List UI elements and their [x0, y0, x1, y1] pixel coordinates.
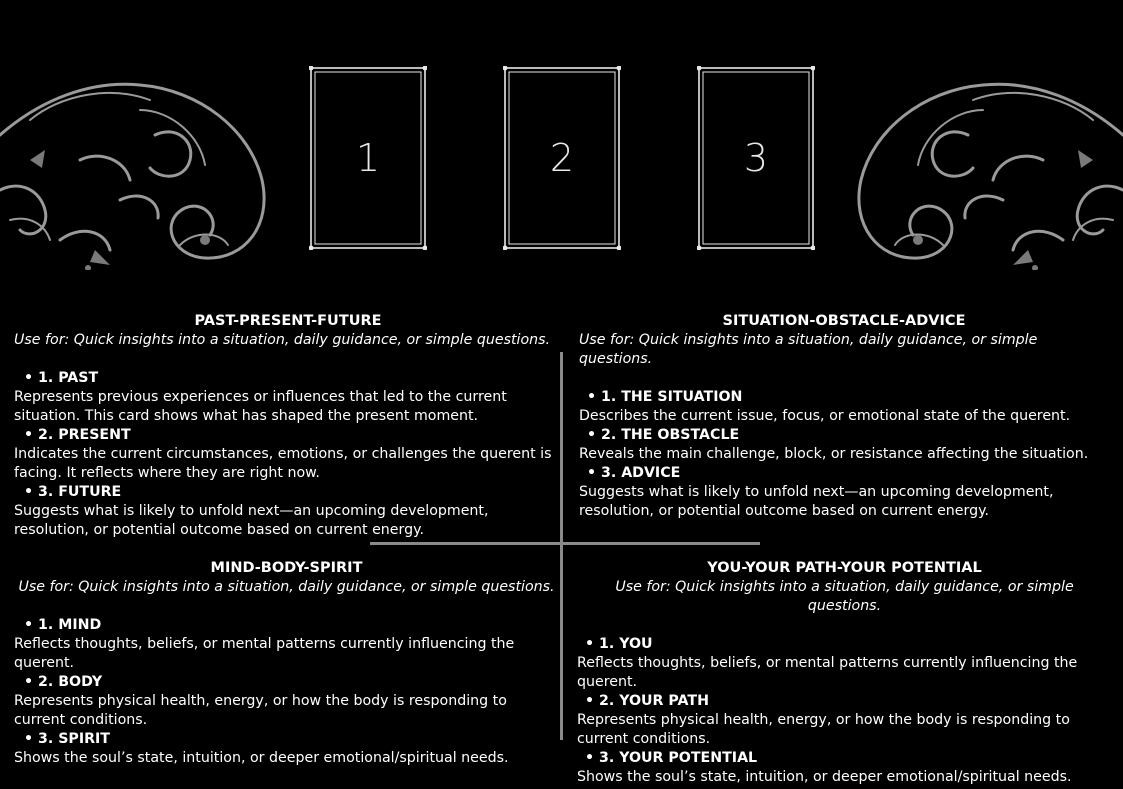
position-label: • 2. BODY [14, 673, 559, 692]
card-slot-1 [309, 66, 427, 250]
spread-past-present-future [14, 312, 559, 540]
position-description: Represents physical health, energy, or how the body is responding to current conditions. [577, 712, 1070, 747]
position-description: Suggests what is likely to unfold next—an upcoming development, resolution, or potential outcome based on current energy. [579, 484, 1054, 519]
position-label: • 2. PRESENT [14, 426, 559, 445]
spread-use-for: Use for: Quick insights into a situation, daily guidance, or simple questions. [14, 332, 551, 348]
horizontal-divider [370, 542, 760, 545]
position-description: Shows the soul’s state, intuition, or deeper emotional/spiritual needs. [14, 750, 509, 766]
position-description: Suggests what is likely to unfold next—an upcoming development, resolution, or potential outcome based on current energy. [14, 503, 489, 538]
position-label: • 1. THE SITUATION [579, 388, 1109, 407]
card-number: 1 [355, 136, 381, 180]
card-number: 3 [743, 136, 769, 180]
baroque-ornament-left-icon [0, 40, 290, 270]
position-description: Describes the current issue, focus, or emotional state of the querent. [579, 408, 1071, 424]
spread-title: PAST-PRESENT-FUTURE [194, 313, 382, 329]
position-label: • 1. PAST [14, 369, 559, 388]
position-label: • 3. YOUR POTENTIAL [577, 749, 1112, 768]
spread-title: MIND-BODY-SPIRIT [210, 560, 363, 576]
position-label: • 3. FUTURE [14, 483, 559, 502]
position-label: • 1. YOU [577, 635, 1112, 654]
position-label: • 3. SPIRIT [14, 730, 559, 749]
position-label: • 2. THE OBSTACLE [579, 426, 1109, 445]
card-slot-2 [503, 66, 621, 250]
position-description: Indicates the current circumstances, emotions, or challenges the querent is facing. It reflects where they are right now. [14, 446, 552, 481]
spread-situation-obstacle-advice [579, 312, 1109, 521]
position-label: • 2. YOUR PATH [577, 692, 1112, 711]
spread-title: YOU-YOUR PATH-YOUR POTENTIAL [707, 560, 982, 576]
card-slot-3 [697, 66, 815, 250]
spread-use-for: Use for: Quick insights into a situation, daily guidance, or simple questions. [579, 332, 1038, 367]
card-number: 2 [549, 136, 575, 180]
position-label: • 3. ADVICE [579, 464, 1109, 483]
vertical-divider [560, 352, 563, 740]
baroque-ornament-right-icon [833, 40, 1123, 270]
position-description: Shows the soul’s state, intuition, or deeper emotional/spiritual needs. [577, 769, 1072, 785]
position-description: Represents previous experiences or influences that led to the current situation. This card shows what has shaped the present moment. [14, 389, 507, 424]
position-description: Reveals the main challenge, block, or resistance affecting the situation. [579, 446, 1089, 462]
spread-mind-body-spirit [14, 559, 559, 768]
position-description: Reflects thoughts, beliefs, or mental patterns currently influencing the querent. [14, 636, 515, 671]
spread-use-for: Use for: Quick insights into a situation, daily guidance, or simple questions. [18, 579, 555, 595]
position-description: Reflects thoughts, beliefs, or mental patterns currently influencing the querent. [577, 655, 1078, 690]
spread-use-for: Use for: Quick insights into a situation, daily guidance, or simple questions. [615, 579, 1074, 614]
spread-title: SITUATION-OBSTACLE-ADVICE [722, 313, 966, 329]
spread-you-your-path-your-potential [577, 559, 1112, 787]
position-label: • 1. MIND [14, 616, 559, 635]
position-description: Represents physical health, energy, or how the body is responding to current conditions. [14, 693, 507, 728]
